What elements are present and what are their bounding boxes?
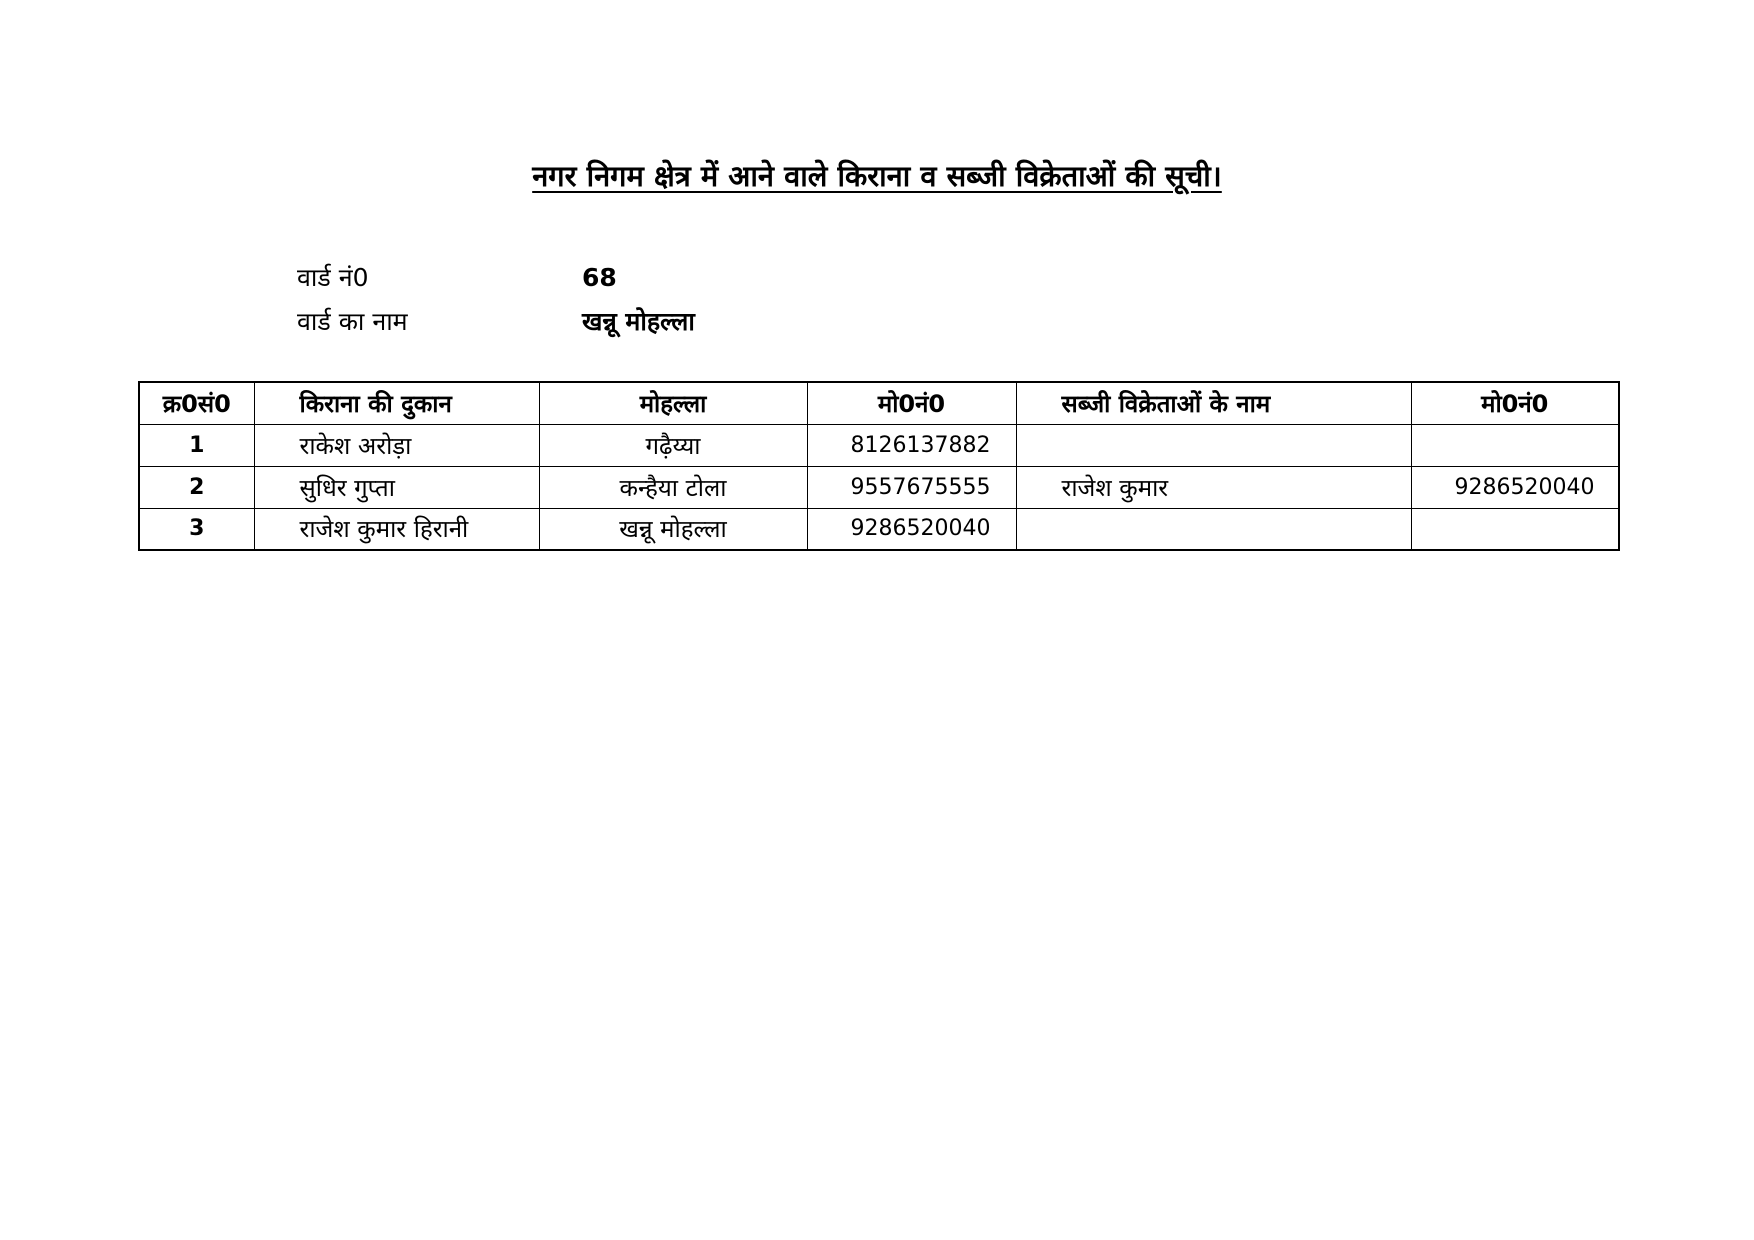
cell-mobile-no: 9286520040 <box>807 508 1016 550</box>
cell-vendor-mobile-no <box>1411 508 1619 550</box>
cell-serial-no: 1 <box>139 424 254 466</box>
cell-mohalla: खन्नू मोहल्ला <box>539 508 807 550</box>
table-row <box>139 508 1619 550</box>
header-grocery-shop: किराना की दुकान <box>254 382 539 424</box>
ward-name-row <box>297 299 695 343</box>
ward-info <box>297 255 695 343</box>
cell-vegetable-vendor <box>1016 424 1411 466</box>
cell-grocery-shop: राकेश अरोड़ा <box>254 424 539 466</box>
header-mobile-no: मो0नं0 <box>807 382 1016 424</box>
cell-mobile-no: 8126137882 <box>807 424 1016 466</box>
cell-vendor-mobile-no <box>1411 424 1619 466</box>
cell-grocery-shop: सुधिर गुप्ता <box>254 466 539 508</box>
page-title-text: नगर निगम क्षेत्र में आने वाले किराना व सब्जी विक्रेताओं की सूची। <box>532 159 1222 193</box>
header-vegetable-vendor: सब्जी विक्रेताओं के नाम <box>1016 382 1411 424</box>
ward-number-row <box>297 255 695 299</box>
header-serial-no: क्र0सं0 <box>139 382 254 424</box>
cell-vegetable-vendor <box>1016 508 1411 550</box>
table-row <box>139 424 1619 466</box>
ward-number-value: 68 <box>582 262 617 292</box>
page-title <box>0 158 1754 194</box>
cell-vegetable-vendor: राजेश कुमार <box>1016 466 1411 508</box>
cell-serial-no: 3 <box>139 508 254 550</box>
table-header-row <box>139 382 1619 424</box>
header-mohalla: मोहल्ला <box>539 382 807 424</box>
vendor-table <box>138 381 1620 551</box>
ward-name-value: खन्नू मोहल्ला <box>582 307 695 336</box>
table-row <box>139 466 1619 508</box>
ward-number-label: वार्ड नं0 <box>297 263 369 292</box>
cell-mohalla: कन्हैया टोला <box>539 466 807 508</box>
cell-serial-no: 2 <box>139 466 254 508</box>
cell-mobile-no: 9557675555 <box>807 466 1016 508</box>
cell-mohalla: गढ़ैय्या <box>539 424 807 466</box>
header-vendor-mobile-no: मो0नं0 <box>1411 382 1619 424</box>
ward-name-label: वार्ड का नाम <box>297 307 408 336</box>
cell-vendor-mobile-no: 9286520040 <box>1411 466 1619 508</box>
cell-grocery-shop: राजेश कुमार हिरानी <box>254 508 539 550</box>
